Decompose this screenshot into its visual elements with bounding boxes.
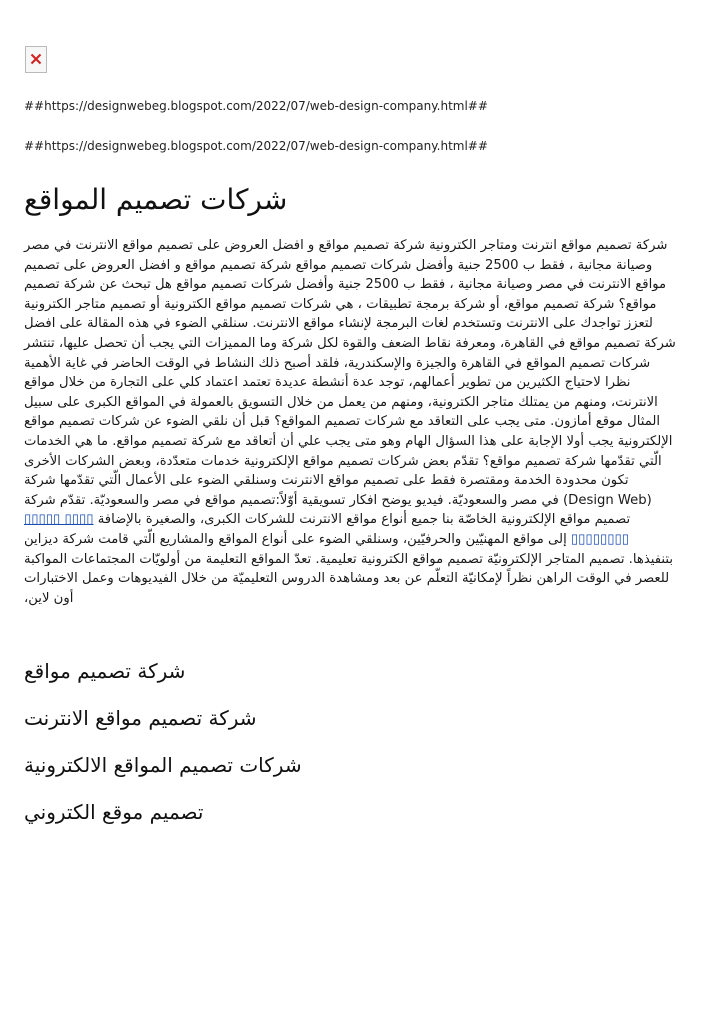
article-body-text: إلى مواقع المهنيّين والحرفيّين، وسنلقي الضوء على أنواع المواقع والمشاريع الّتي قامت شركة ديزاين بتنفيذها. تصميم المتاجر الإلكترونيّة تصميم مواقع الكترونية تعليمية. تعدّ المواقع التعليمة من أولويّات المجتماعات المواكبة للعصر في الوقت الراهن نظراً لإمكانيّة التعلّم عن بعد ومشاهدة الدروس التعليميّة من خلال الفيديوهات وعمل الاختبارات أون لاين، — [24, 531, 674, 606]
article-title: شركات تصميم المواقع — [24, 183, 288, 216]
section-heading: شركات تصميم المواقع الالكترونية — [24, 753, 302, 777]
broken-image-icon — [25, 46, 47, 73]
section-heading: شركة تصميم مواقع — [24, 659, 186, 683]
inline-link[interactable]: ▯▯▯▯ ▯▯▯▯▯ ▯▯▯▯▯▯▯▯ — [24, 512, 629, 547]
source-url-line: ##https://designwebeg.blogspot.com/2022/07/web-design-company.html## — [24, 99, 488, 113]
article-body — [24, 236, 676, 608]
red-x-icon — [30, 53, 42, 65]
section-heading: تصميم موقع الكتروني — [24, 800, 204, 824]
source-url-line: ##https://designwebeg.blogspot.com/2022/07/web-design-company.html## — [24, 139, 488, 153]
section-heading: شركة تصميم مواقع الانترنت — [24, 706, 257, 730]
article-body-text: شركة تصميم مواقع انترنت ومتاجر الكترونية شركة تصميم مواقع و افضل العروض على تصميم مواقع الانترنت في مصر وصيانة مجانية ، فقط ب 2500 جنية وأفضل شركات تصميم مواقع شركة تصميم مواقع و افضل العروض على تصميم مواقع الانترنت في مصر وصيانة مجانية ، فقط ب 2500 جنية وأفضل شركات تصميم مواقع هل تبحث عن شركة تصميم مواقع؟ شركة تصميم مواقع، أو شركة برمجة تطبيقات ، هي شركات تصميم مواقع الكترونية أو تصميم متاجر الكترونية لتعزز تواجدك على الانترنت وتستخدم لغات البرمجة لإنشاء مواقع الانترنت. سنلقي الضوء في هذه المقالة على افضل شركة تصميم مواقع في القاهرة، ومعرفة نقاط الضعف والقوة لكل شركة وما المميزات التي يجب أن تحصل عليها، تنتشر شركات تصميم المواقع في القاهرة والجيزة والإسكندرية، فلقد أصبح ذلك النشاط في الوقت الحاضر في غاية الأهمية نظرا لاحتياج الكثيرين من تطوير أعمالهم، توجد عدة أنشطة عديدة تعتمد اعتماد كلي على التجارة من خلال مواقع الانترنت، ومنهم من يمتلك متاجر الكترونية، ومنهم من يعمل من خلال التسويق بالعمولة في المواقع الكبرى على سبيل المثال موقع أمازون. متى يجب على التعاقد مع شركات تصميم المواقع؟ قبل أن نلقي الضوء عن شركات تصميم مواقع الإلكترونية يجب أولا الإجابة على هذا السؤال الهام وهو متى يجب علي أن أتعاقد مع شركة تصميم مواقع. ما هي الخدمات الّتي تقدّمها شركة تصميم مواقع؟ تقدّم بعض شركات تصميم مواقع الإلكترونية خدمات متعدّدة، وبعض الشركات الأخرى تكون محدودة الخدمة ومقتصرة فقط على تصميم مواقع الانترنت وسنلقي الضوء على الأعمال الّتي تقدّمها شركة — [24, 238, 676, 489]
article-body-brand: (Design Web) — [563, 492, 652, 508]
article-body-text: في مصر والسعوديّة. فيديو يوضح افكار تسويقية أوّلاً:تصميم مواقع في مصر والسعوديّة. تقدّم شركة تصميم مواقع الإلكترونية الخاصّة بنا جميع أنواع مواقع الانترنت للشركات الكبرى، والصغيرة بالإضافة — [24, 492, 631, 528]
